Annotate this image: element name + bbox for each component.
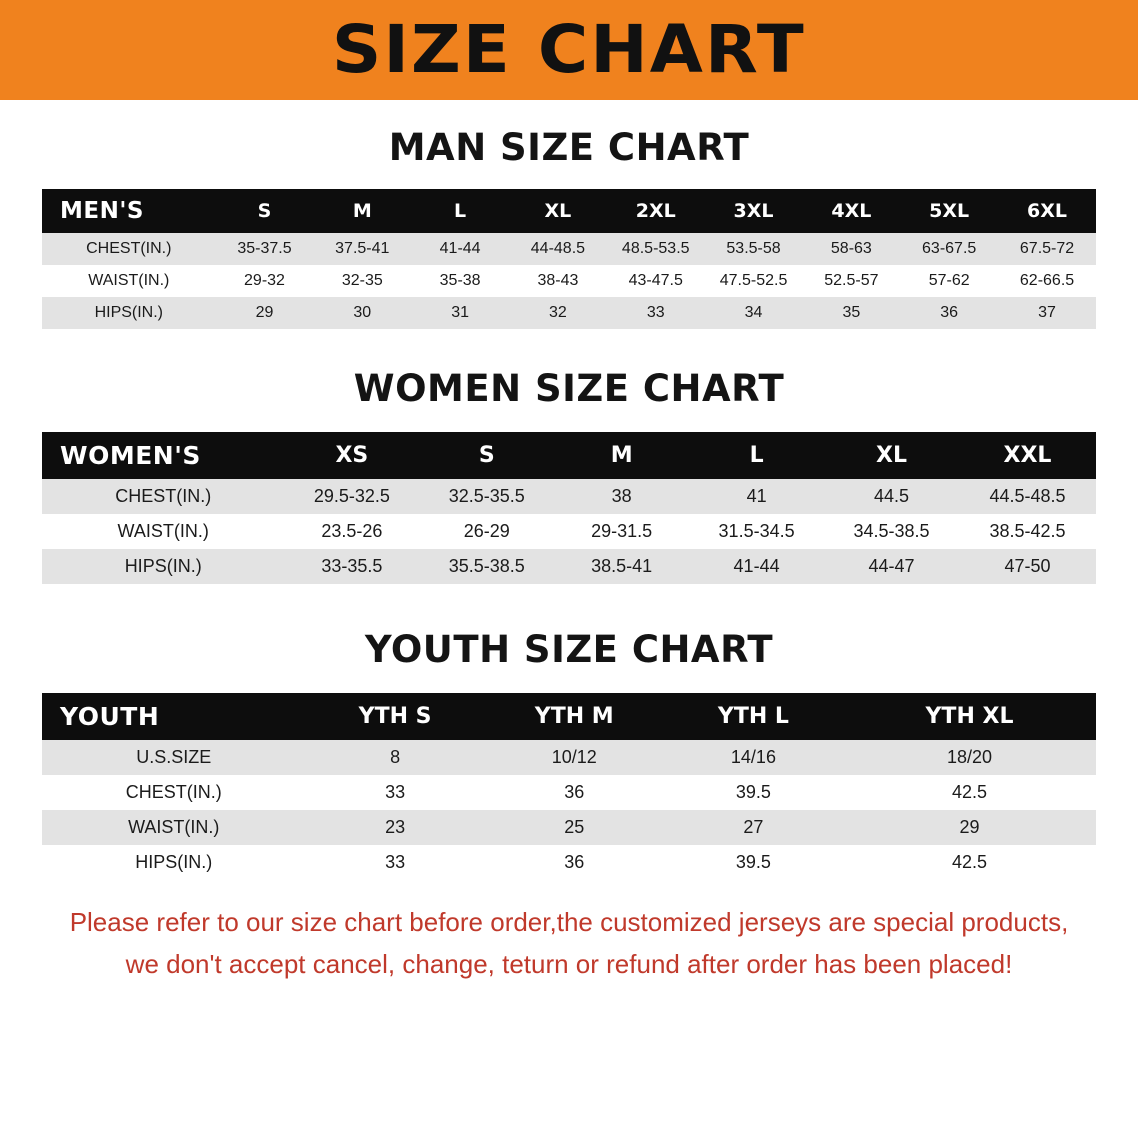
cell: 37 (998, 297, 1096, 329)
cell: 38 (554, 479, 689, 514)
row-label: U.S.SIZE (42, 740, 306, 775)
cell: 44.5-48.5 (959, 479, 1096, 514)
women-table-wrapper (42, 432, 1096, 584)
table-row (42, 514, 1096, 549)
policy-note-line-1: Please refer to our size chart before order,the customized jerseys are special products, (69, 907, 1069, 937)
youth-size-table (42, 693, 1096, 880)
women-size-table (42, 432, 1096, 584)
women-header-label: WOMEN'S (42, 432, 284, 479)
table-row (42, 845, 1096, 880)
row-label: CHEST(IN.) (42, 479, 284, 514)
cell: 35.5-38.5 (419, 549, 554, 584)
page-banner (0, 0, 1138, 100)
row-label: HIPS(IN.) (42, 549, 284, 584)
cell: 29 (843, 810, 1096, 845)
row-label: WAIST(IN.) (42, 810, 306, 845)
table-row (42, 549, 1096, 584)
cell: 32 (509, 297, 607, 329)
man-table-wrapper (42, 189, 1096, 329)
men-size-header: 2XL (607, 189, 705, 233)
youth-header-label: YOUTH (42, 693, 306, 740)
cell: 47.5-52.5 (705, 265, 803, 297)
cell: 37.5-41 (313, 233, 411, 265)
men-header-label: MEN'S (42, 189, 216, 233)
table-row (42, 775, 1096, 810)
cell: 27 (664, 810, 843, 845)
cell: 33 (607, 297, 705, 329)
cell: 58-63 (802, 233, 900, 265)
cell: 48.5-53.5 (607, 233, 705, 265)
row-label: WAIST(IN.) (42, 265, 216, 297)
table-row (42, 265, 1096, 297)
cell: 34 (705, 297, 803, 329)
cell: 38.5-41 (554, 549, 689, 584)
row-label: WAIST(IN.) (42, 514, 284, 549)
table-row (42, 479, 1096, 514)
cell: 23 (306, 810, 485, 845)
cell: 25 (485, 810, 664, 845)
cell: 62-66.5 (998, 265, 1096, 297)
cell: 10/12 (485, 740, 664, 775)
table-row (42, 297, 1096, 329)
cell: 32.5-35.5 (419, 479, 554, 514)
cell: 18/20 (843, 740, 1096, 775)
cell: 41 (689, 479, 824, 514)
cell: 47-50 (959, 549, 1096, 584)
policy-note-line-2: we don't accept cancel, change, teturn or refund after order has been placed! (125, 948, 1013, 979)
men-size-header: 5XL (900, 189, 998, 233)
women-size-header: L (689, 432, 824, 479)
cell: 32-35 (313, 265, 411, 297)
cell: 14/16 (664, 740, 843, 775)
men-size-header: 4XL (802, 189, 900, 233)
cell: 63-67.5 (900, 233, 998, 265)
cell: 31 (411, 297, 509, 329)
women-size-header: XS (284, 432, 419, 479)
men-size-header: 6XL (998, 189, 1096, 233)
cell: 23.5-26 (284, 514, 419, 549)
cell: 26-29 (419, 514, 554, 549)
table-row (42, 740, 1096, 775)
men-size-header: M (313, 189, 411, 233)
youth-size-header: YTH XL (843, 693, 1096, 740)
cell: 36 (900, 297, 998, 329)
cell: 29-32 (216, 265, 314, 297)
table-row (42, 233, 1096, 265)
youth-table-wrapper (42, 693, 1096, 880)
cell: 29.5-32.5 (284, 479, 419, 514)
men-size-header: S (216, 189, 314, 233)
cell: 33 (306, 775, 485, 810)
table-header-row (42, 432, 1096, 479)
cell: 35-38 (411, 265, 509, 297)
cell: 42.5 (843, 775, 1096, 810)
cell: 44-48.5 (509, 233, 607, 265)
page-title: SIZE CHART (332, 11, 806, 88)
women-section-title: WOMEN SIZE CHART (353, 367, 785, 410)
table-header-row (42, 189, 1096, 233)
men-size-header: L (411, 189, 509, 233)
cell: 41-44 (689, 549, 824, 584)
women-size-header: M (554, 432, 689, 479)
cell: 57-62 (900, 265, 998, 297)
cell: 38.5-42.5 (959, 514, 1096, 549)
youth-size-header: YTH S (306, 693, 485, 740)
cell: 39.5 (664, 845, 843, 880)
row-label: HIPS(IN.) (42, 297, 216, 329)
cell: 39.5 (664, 775, 843, 810)
cell: 44.5 (824, 479, 959, 514)
man-size-table (42, 189, 1096, 329)
cell: 41-44 (411, 233, 509, 265)
cell: 30 (313, 297, 411, 329)
cell: 8 (306, 740, 485, 775)
row-label: CHEST(IN.) (42, 775, 306, 810)
cell: 33 (306, 845, 485, 880)
youth-size-header: YTH M (485, 693, 664, 740)
man-section-title: MAN SIZE CHART (388, 126, 750, 169)
cell: 35-37.5 (216, 233, 314, 265)
cell: 33-35.5 (284, 549, 419, 584)
cell: 67.5-72 (998, 233, 1096, 265)
row-label: CHEST(IN.) (42, 233, 216, 265)
cell: 35 (802, 297, 900, 329)
cell: 53.5-58 (705, 233, 803, 265)
policy-note (40, 902, 1098, 985)
cell: 43-47.5 (607, 265, 705, 297)
women-size-header: XL (824, 432, 959, 479)
cell: 36 (485, 775, 664, 810)
table-header-row (42, 693, 1096, 740)
men-size-header: 3XL (705, 189, 803, 233)
men-size-header: XL (509, 189, 607, 233)
youth-size-header: YTH L (664, 693, 843, 740)
cell: 29-31.5 (554, 514, 689, 549)
table-row (42, 810, 1096, 845)
cell: 38-43 (509, 265, 607, 297)
cell: 44-47 (824, 549, 959, 584)
row-label: HIPS(IN.) (42, 845, 306, 880)
cell: 31.5-34.5 (689, 514, 824, 549)
cell: 42.5 (843, 845, 1096, 880)
women-size-header: XXL (959, 432, 1096, 479)
cell: 52.5-57 (802, 265, 900, 297)
youth-section-title: YOUTH SIZE CHART (364, 628, 774, 671)
women-size-header: S (419, 432, 554, 479)
cell: 29 (216, 297, 314, 329)
cell: 34.5-38.5 (824, 514, 959, 549)
cell: 36 (485, 845, 664, 880)
